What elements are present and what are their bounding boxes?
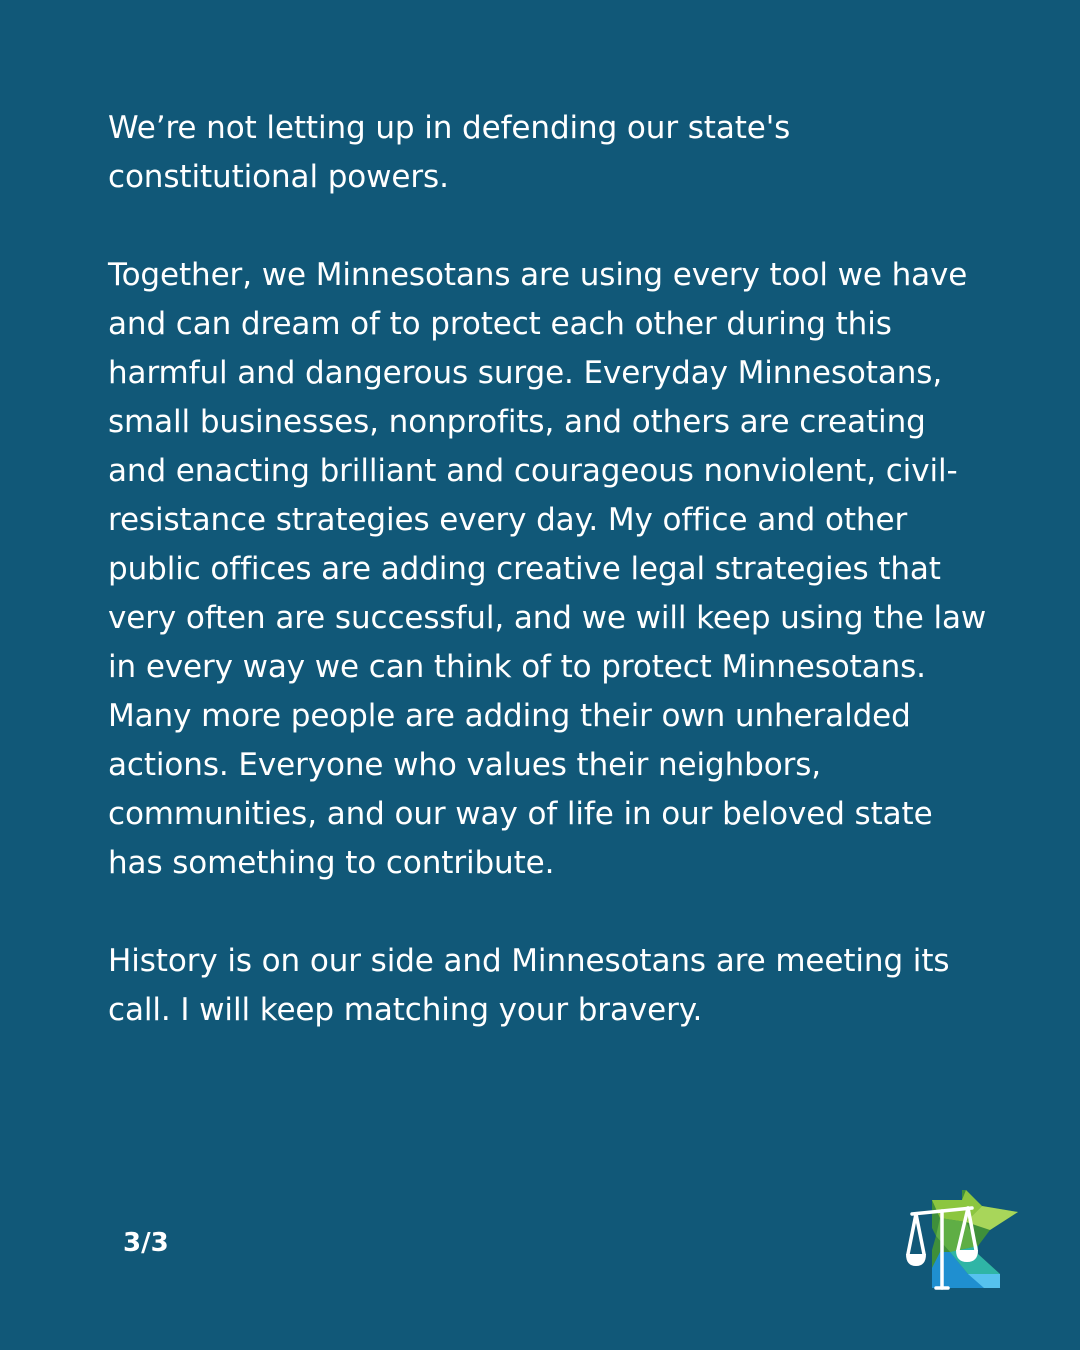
post-body: [108, 104, 988, 1035]
minnesota-scales-of-justice-icon: [900, 1188, 1022, 1292]
page-indicator: 3/3: [123, 1228, 169, 1258]
paragraph-main: Together, we Minnesotans are using every tool we have and can dream of to protect each other during this harmful and dangerous surge. Everyday Minnesotans, small businesses, nonprofits, and others are creating and enacting brilliant and courageous nonviolent, civil-resistance strategies every day. My office and other public offices are adding creative legal strategies that very often are successful, and we will keep using the law in every way we can think of to protect Minnesotans. Many more people are adding their own unheralded actions. Everyone who values their neighbors, communities, and our way of life in our beloved state has something to contribute.: [108, 257, 987, 881]
paragraph-closing: History is on our side and Minnesotans are meeting its call. I will keep matching your bravery.: [108, 943, 950, 1028]
paragraph-intro: We’re not letting up in defending our state's constitutional powers.: [108, 110, 791, 195]
